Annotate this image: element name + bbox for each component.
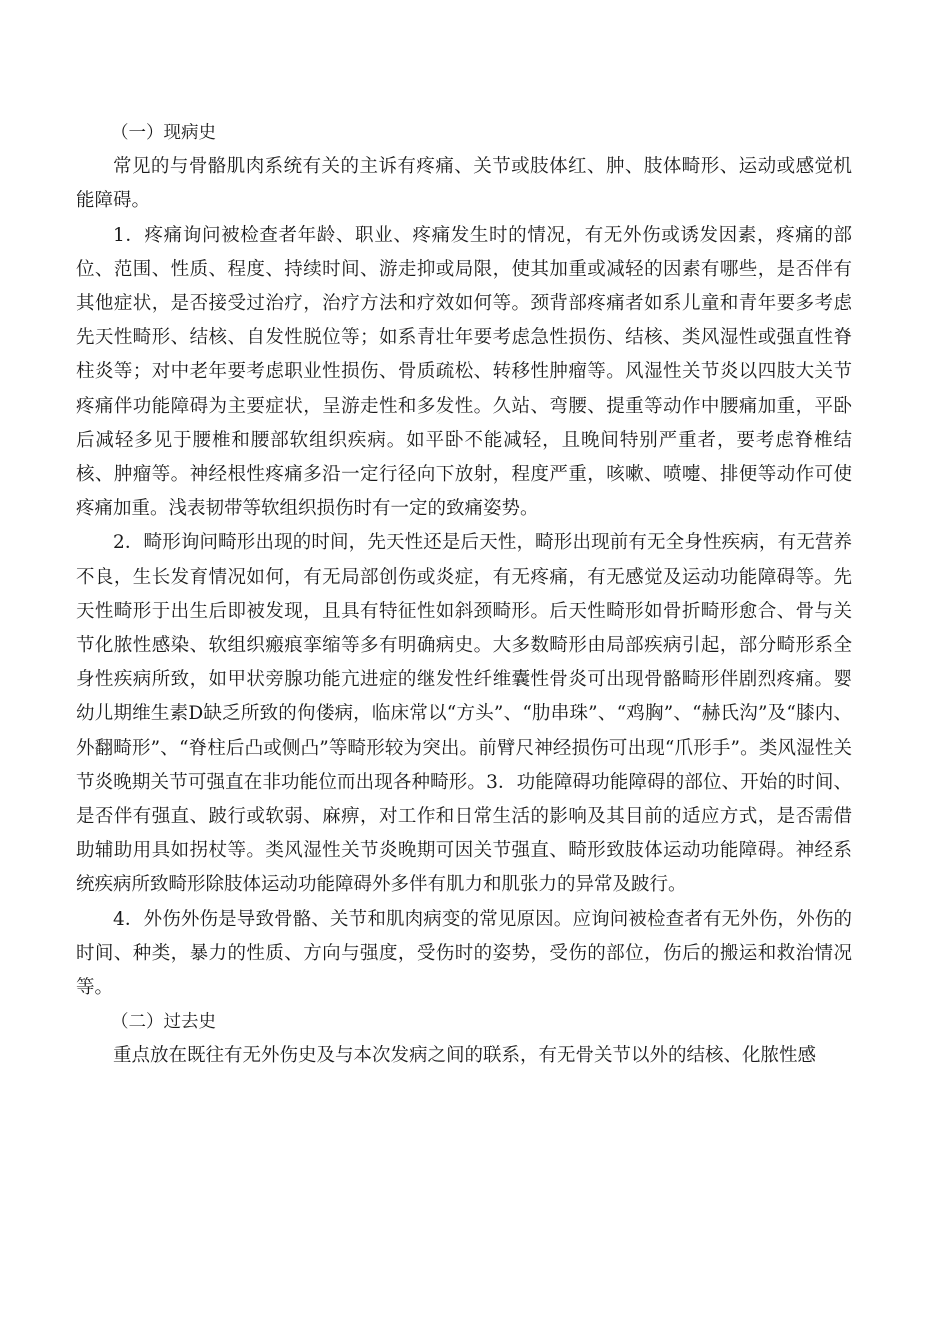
paragraph-intro: 常见的与骨骼肌肉系统有关的主诉有疼痛、关节或肢体红、肿、肢体畸形、运动或感觉机能障碍。: [76, 156, 852, 212]
paragraph-past-history: 重点放在既往有无外伤史及与本次发病之间的联系，有无骨关节以外的结核、化脓性感: [113, 1045, 817, 1067]
paragraph-pain: 1．疼痛询问被检查者年龄、职业、疼痛发生时的情况，有无外伤或诱发因素，疼痛的部位、范围、性质、程度、持续时间、游走抑或局限，使其加重或减轻的因素有哪些，是否伴有其他症状，是否接受过治疗，治疗方法和疗效如何等。颈背部疼痛者如系儿童和青年要多考虑先天性畸形、结核、自发性脱位等；如系青壮年要考虑急性损伤、结核、类风湿性或强直性脊柱炎等；对中老年要考虑职业性损伤、骨质疏松、转移性肿瘤等。风湿性关节炎以四肢大关节疼痛伴功能障碍为主要症状，呈游走性和多发性。久站、弯腰、提重等动作中腰痛加重，平卧后减轻多见于腰椎和腰部软组织疾病。如平卧不能减轻，且晚间特别严重者，要考虑脊椎结核、肿瘤等。神经根性疼痛多沿一定行径向下放射，程度严重，咳嗽、喷嚏、排便等动作可使疼痛加重。浅表韧带等软组织损伤时有一定的致痛姿势。: [76, 224, 852, 520]
paragraph-deformity: 2．畸形询问畸形出现的时间，先天性还是后天性，畸形出现前有无全身性疾病，有无营养不良，生长发育情况如何，有无局部创伤或炎症，有无疼痛，有无感觉及运动功能障碍等。先天性畸形于出生后即被发现，且具有特征性如斜颈畸形。后天性畸形如骨折畸形愈合、骨与关节化脓性感染、软组织瘢痕挛缩等多有明确病史。大多数畸形由局部疾病引起，部分畸形系全身性疾病所致，如甲状旁腺功能亢进症的继发性纤维囊性骨炎可出现骨骼畸形伴剧烈疼痛。婴幼儿期维生素D缺乏所致的佝偻病，临床常以“方头”、“肋串珠”、“鸡胸”、“赫氏沟”及“膝内、外翻畸形”、“脊柱后凸或侧凸”等畸形较为突出。前臂尺神经损伤可出现“爪形手”。类风湿性关节炎晚期关节可强直在非功能位而出现各种畸形。3．功能障碍功能障碍的部位、开始的时间、是否伴有强直、跛行或软弱、麻痹，对工作和日常生活的影响及其目前的适应方式，是否需借助辅助用具如拐杖等。类风湿性关节炎晚期可因关节强直、畸形致肢体运动功能障碍。神经系统疾病所致畸形除肢体运动功能障碍外多伴有肌力和肌张力的异常及跛行。: [76, 532, 852, 896]
document-body: [76, 116, 852, 1074]
section-heading-present-illness: （一）现病史: [111, 123, 216, 143]
section-heading-past-history: （二）过去史: [111, 1012, 216, 1033]
paragraph-trauma: 4．外伤外伤是导致骨骼、关节和肌肉病变的常见原因。应询问被检查者有无外伤，外伤的时间、种类，暴力的性质、方向与强度，受伤时的姿势，受伤的部位，伤后的搬运和救治情况等。: [76, 908, 852, 999]
